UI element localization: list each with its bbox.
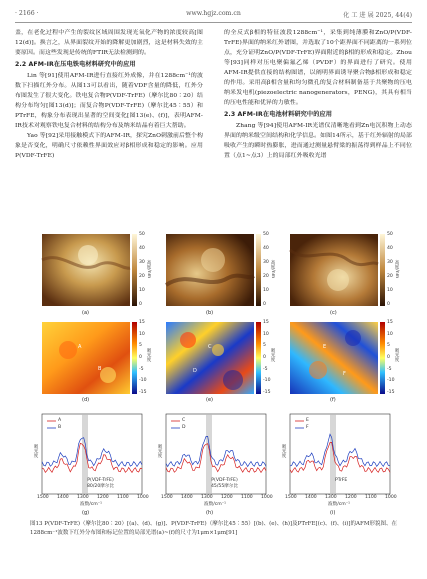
colorbar-tick: 20 bbox=[263, 274, 269, 279]
legend-label: D bbox=[182, 425, 186, 430]
colorbar-tick: 10 bbox=[263, 331, 269, 337]
colorbar-tick: 10 bbox=[387, 288, 393, 293]
colorbar-tick: 40 bbox=[139, 246, 145, 251]
paragraph: 盖，在老化过程中产生的裂纹区域周围发现光氧化产物的浓度较高[图12(d)]。换言之，从界面裂纹开始的降解更加剧烈，这是材料失效的主要原因。而这些发现是传统的FTIR无法检测到的。 bbox=[15, 30, 203, 56]
colorbar-tick: 20 bbox=[139, 274, 145, 279]
colorbar-tick: -15 bbox=[139, 390, 147, 395]
colorbar-tick: 10 bbox=[139, 331, 145, 337]
section-heading: 2.2 AFM-IR在压电铁电材料研究中的应用 bbox=[15, 61, 136, 68]
panel-label-i: (i) bbox=[330, 510, 336, 516]
journal-url[interactable]: www.hgjz.com.cn bbox=[186, 10, 241, 17]
colorbar-tick: 5 bbox=[387, 343, 390, 349]
colorbar-tick: 0 bbox=[139, 355, 142, 360]
spectrum-line bbox=[166, 444, 266, 473]
left-column bbox=[15, 28, 203, 161]
spectrum-line bbox=[42, 438, 142, 467]
x-tick: 1100 bbox=[365, 495, 377, 500]
x-axis-label: 波数/cm⁻¹ bbox=[204, 502, 227, 507]
y-axis-label: 吸光度 bbox=[157, 444, 162, 458]
colorbar-tick: 10 bbox=[263, 288, 269, 293]
afm-height-panel-b bbox=[166, 234, 254, 306]
absorbance-colorbar bbox=[132, 322, 137, 394]
legend-label: B bbox=[58, 425, 62, 430]
svg-text:C: C bbox=[208, 344, 212, 350]
x-tick: 1200 bbox=[97, 495, 109, 500]
colorbar-tick: 5 bbox=[139, 343, 142, 349]
legend-label: C bbox=[182, 418, 186, 423]
legend-label: A bbox=[58, 418, 62, 423]
page-header bbox=[15, 10, 412, 22]
x-tick: 1500 bbox=[285, 495, 297, 500]
colorbar-tick: -10 bbox=[139, 378, 147, 384]
panel-label-f: (f) bbox=[330, 397, 336, 403]
paragraph: Zhang 等[94]使用AFM-IR光谱仪清晰地看到Zn电沉积物上动态界面的纳米级空间结构和化学信息。如图14所示，基于红外辐射的局部吸收产生的瞬时热膨胀，进而通过测量悬臂梁的振荡得到样品上不同位置（点1~点3）上的局部红外吸收光谱 bbox=[224, 123, 412, 159]
spectrum-line bbox=[290, 434, 390, 466]
colorbar-tick: 40 bbox=[263, 246, 269, 251]
y-axis-label: 吸光度 bbox=[281, 444, 286, 458]
panel-label-h: (h) bbox=[206, 510, 214, 516]
colorbar-tick: -5 bbox=[263, 366, 268, 372]
x-tick: 1300 bbox=[201, 495, 213, 500]
panel-label-g: (g) bbox=[82, 510, 90, 516]
paragraph: Yao 等[92]采用接触模式下的AFM-IR，探究ZnO刺激前后整个构象是否变化，明确尺寸依赖性界面效应对β相形成和稳定的影响。应用P(VDF-TrFE) bbox=[15, 133, 203, 159]
colorbar-tick: 0 bbox=[263, 302, 266, 307]
colorbar-tick: 50 bbox=[263, 232, 269, 237]
panel-label-d: (d) bbox=[82, 397, 90, 403]
absorbance-colorbar bbox=[256, 322, 261, 394]
x-tick: 1300 bbox=[77, 495, 89, 500]
header-rule bbox=[15, 22, 412, 23]
afm-height-panel-c bbox=[290, 234, 378, 306]
svg-text:D: D bbox=[193, 368, 197, 374]
colorbar-tick: 15 bbox=[263, 320, 269, 325]
absorbance-colorbar bbox=[380, 322, 385, 394]
panel-label-e: (e) bbox=[206, 397, 213, 403]
colorbar-tick: 30 bbox=[139, 260, 145, 265]
height-colorbar bbox=[380, 234, 385, 306]
panel-label-c: (c) bbox=[330, 310, 337, 316]
colorbar-tick: -15 bbox=[263, 390, 271, 395]
x-tick: 1200 bbox=[221, 495, 233, 500]
colorbar-tick: 15 bbox=[387, 320, 393, 325]
x-tick: 1500 bbox=[161, 495, 173, 500]
x-tick: 1200 bbox=[345, 495, 357, 500]
colorbar-tick: -10 bbox=[387, 378, 395, 384]
spectrum-line bbox=[42, 443, 142, 472]
colorbar-tick: 40 bbox=[387, 246, 393, 251]
colorbar-tick: 30 bbox=[387, 260, 393, 265]
colorbar-label: 高度/nm bbox=[394, 260, 399, 279]
x-tick: 1000 bbox=[137, 495, 149, 500]
section-heading: 2.3 AFM-IR在电池材料研究中的应用 bbox=[224, 111, 333, 118]
height-colorbar bbox=[132, 234, 137, 306]
x-tick: 1400 bbox=[305, 495, 317, 500]
x-axis-label: 波数/cm⁻¹ bbox=[328, 502, 351, 507]
colorbar-tick: -10 bbox=[263, 378, 271, 384]
y-axis-label: 吸光度 bbox=[33, 444, 38, 458]
ir-map-panel-e bbox=[166, 322, 254, 394]
x-tick: 1000 bbox=[385, 495, 397, 500]
figure-caption: 图13 P(VDF-TrFE)（摩尔比80∶20）[(a)、(d)、(g)]、P(VDF-TrFE)（摩尔比45∶55）[(b)、(e)、(h)]及PTrFE[(c)、(f)、(i)]的AFM形貌图、在1288cm⁻¹波数下红外分布图和标记位置的局部光谱(a)~(f)的尺寸为1μm×1μm[91] bbox=[30, 521, 397, 536]
x-tick: 1500 bbox=[37, 495, 49, 500]
colorbar-label: 高度/nm bbox=[146, 260, 151, 279]
colorbar-label: 吸光度 bbox=[146, 348, 151, 362]
right-column bbox=[224, 28, 412, 161]
figure-13 bbox=[18, 230, 410, 520]
x-tick: 1100 bbox=[241, 495, 253, 500]
colorbar-tick: -5 bbox=[139, 366, 144, 372]
svg-text:E: E bbox=[323, 344, 327, 350]
colorbar-tick: 30 bbox=[263, 260, 269, 265]
colorbar-tick: 10 bbox=[387, 331, 393, 337]
paragraph: Lin 等[91]使用AFM-IR进行直接红外成像，并在1288cm⁻¹的波数下扫描红外分布。从图13可以看出，随着VDF含量的降低，红外分布图发生了很大变化。铁电复合物P(VDF-TrFE)（摩尔比80∶20）结构分布均匀[图13(d)]；而复合物P(VDF-TrFE)（摩尔比45∶55）和PTrFE，构象分布表现出显著的空间变化[图13(e)、(f)]，表明AFM-IR技术对观察铁电复合材料的结构分布及纳米结晶有着巨大帮助。 bbox=[15, 73, 203, 129]
spectrum-sample-label: P(VDF-TrFE) 80/20摩尔比 bbox=[87, 478, 115, 489]
height-colorbar bbox=[256, 234, 261, 306]
colorbar-label: 吸光度 bbox=[270, 348, 275, 362]
page-number: · 2166 · bbox=[15, 10, 39, 17]
journal-name: 化 工 进 展 2025, 44(4) bbox=[343, 12, 412, 19]
colorbar-tick: 10 bbox=[139, 288, 145, 293]
colorbar-label: 高度/nm bbox=[270, 260, 275, 279]
spectrum-sample-label: P(VDF-TrFE) 45/55摩尔比 bbox=[211, 478, 239, 489]
colorbar-tick: 20 bbox=[387, 274, 393, 279]
ir-map-panel-d bbox=[42, 322, 130, 394]
x-tick: 1100 bbox=[117, 495, 129, 500]
colorbar-tick: 0 bbox=[387, 355, 390, 360]
paragraph: 的全反式β相的特征波段1288cm⁻¹，采集到纯薄膜和ZnO/P(VDF-TrFE)界面的纳米红外谱图，并选取了10个距界面不同距离的一系列位点，充分证明ZnO/P(VDF-TrFE)界面附近的β相的形成和稳定。Zhou 等[93]同样对压电聚偏氟乙烯（PVDF）的界面进行了研究。使用AFM-IR提供直接的结构图谱，以阐明界面诱导聚合物β相形成和稳定的作用。采用高β相含量和均匀微孔的复合材料制备基于共聚物的压电纳米发电机(piezoelectric nanogenerators，PENG)，其具有相当的压电性能和优异的力敏性。 bbox=[224, 30, 412, 106]
x-tick: 1400 bbox=[57, 495, 69, 500]
panel-label-a: (a) bbox=[82, 310, 89, 316]
colorbar-label: 吸光度 bbox=[394, 348, 399, 362]
spectrum-line bbox=[166, 436, 266, 466]
x-tick: 1300 bbox=[325, 495, 337, 500]
colorbar-tick: 50 bbox=[387, 232, 393, 237]
ir-map-panel-f bbox=[290, 322, 378, 394]
colorbar-tick: -5 bbox=[387, 366, 392, 372]
panel-label-b: (b) bbox=[206, 310, 214, 316]
svg-text:F: F bbox=[343, 371, 346, 377]
figure-svg bbox=[18, 230, 410, 520]
spectrum-line bbox=[290, 442, 390, 472]
colorbar-tick: 15 bbox=[139, 320, 145, 325]
spectrum-sample-label: PTrFE bbox=[335, 478, 348, 483]
colorbar-tick: 0 bbox=[387, 302, 390, 307]
svg-text:A: A bbox=[78, 344, 82, 350]
svg-text:B: B bbox=[98, 366, 102, 372]
colorbar-tick: -15 bbox=[387, 390, 395, 395]
legend-label: E bbox=[306, 418, 309, 423]
x-axis-label: 波数/cm⁻¹ bbox=[80, 502, 103, 507]
colorbar-tick: 0 bbox=[139, 302, 142, 307]
colorbar-tick: 0 bbox=[263, 355, 266, 360]
afm-height-panel-a bbox=[42, 234, 130, 306]
colorbar-tick: 5 bbox=[263, 343, 266, 349]
legend-label: F bbox=[306, 425, 309, 430]
x-tick: 1000 bbox=[261, 495, 273, 500]
colorbar-tick: 50 bbox=[139, 232, 145, 237]
x-tick: 1400 bbox=[181, 495, 193, 500]
